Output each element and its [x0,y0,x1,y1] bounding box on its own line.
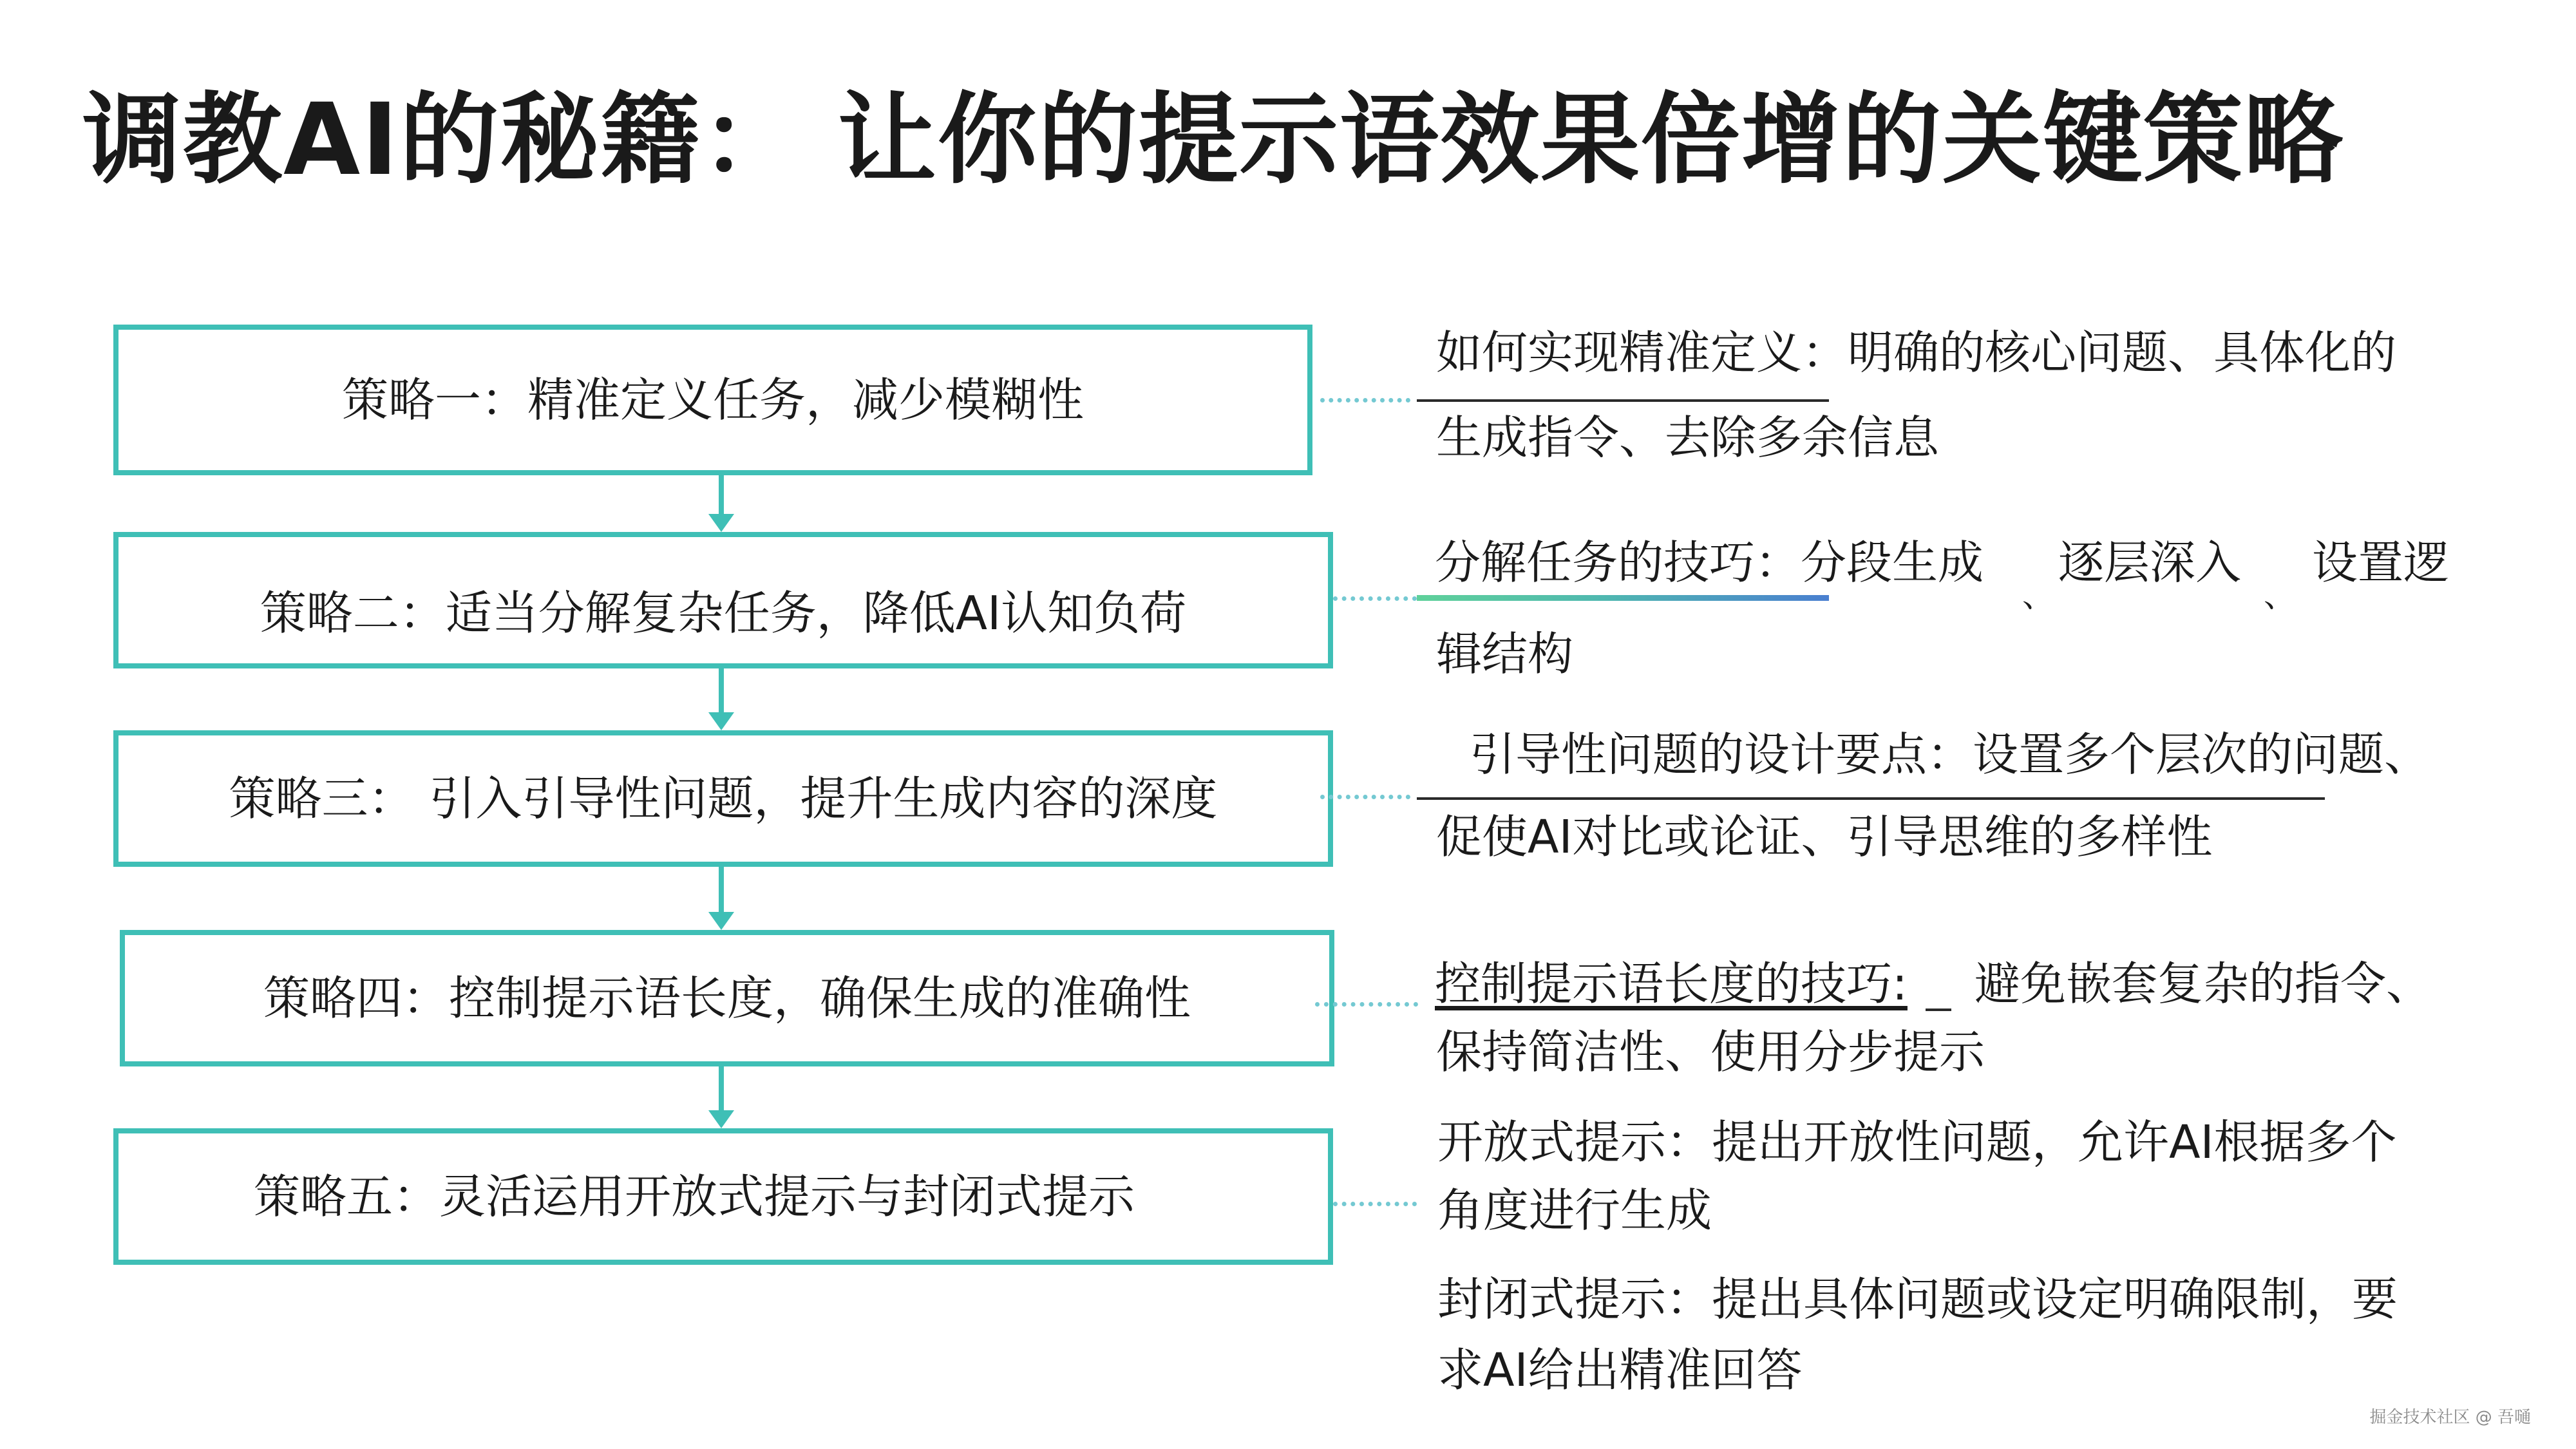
note-text: 控制提示语长度的技巧: [1435,957,1908,1010]
note-text: 设置逻 [2312,536,2450,589]
note-text: 分解任务的技巧：分段生成 [1435,536,1984,589]
page-title: 调教AI的秘籍： 让你的提示语效果倍增的关键策略 [82,82,2345,198]
note-text: 避免嵌套复杂的指令、 [1975,957,2432,1010]
dotted-connector [1333,596,1417,601]
note-text: 、 [2264,577,2296,614]
dotted-connector [1320,398,1410,402]
note-text: 开放式提示：提出开放性问题，允许AI根据多个 [1437,1115,2397,1169]
strategy-label: 策略三： 引入引导性问题，提升生成内容的深度 [229,772,1218,826]
strategy-box-3 [113,730,1333,867]
down-arrow-icon [708,1066,734,1128]
down-arrow-icon [708,668,734,730]
strategy-box-5 [113,1128,1333,1265]
note-text: 、 [2022,577,2054,614]
note-text: 生成指令、去除多余信息 [1436,411,1940,464]
note-text: 封闭式提示：提出具体问题或设定明确限制，要 [1437,1273,2398,1326]
strategy-label: 策略一：精准定义任务，减少模糊性 [341,373,1084,427]
note-text: 求AI给出精准回答 [1437,1343,1803,1397]
strategy-label: 策略二：适当分解复杂任务，降低AI认知负荷 [260,586,1187,640]
down-arrow-icon [708,475,734,532]
note-text: 如何实现精准定义：明确的核心问题、具体化的 [1436,326,2397,379]
strategy-box-1 [113,325,1312,475]
note-text: 辑结构 [1436,627,1574,681]
dotted-connector [1320,795,1410,799]
dotted-connector [1315,1002,1418,1007]
strategy-box-4 [120,930,1334,1066]
note-text: 逐层深入 [2058,536,2242,589]
down-arrow-icon [708,867,734,930]
underline [1926,1009,1951,1011]
dotted-connector [1333,1202,1417,1206]
strategy-label: 策略四：控制提示语长度，确保生成的准确性 [263,971,1191,1025]
note-text: 保持简洁性、使用分步提示 [1436,1025,1985,1079]
strategy-label: 策略五：灵活运用开放式提示与封闭式提示 [253,1170,1135,1224]
note-text: 促使AI对比或论证、引导思维的多样性 [1436,810,2213,864]
note-text: 引导性问题的设计要点：设置多个层次的问题、 [1470,728,2430,781]
strategy-box-2 [113,532,1333,668]
watermark: 掘金技术社区 @ 吾嗵 [2369,1408,2531,1427]
gradient-underline [1417,595,1829,601]
note-text: 角度进行生成 [1437,1184,1712,1237]
underline [1417,399,1829,402]
underline [1417,797,2325,800]
